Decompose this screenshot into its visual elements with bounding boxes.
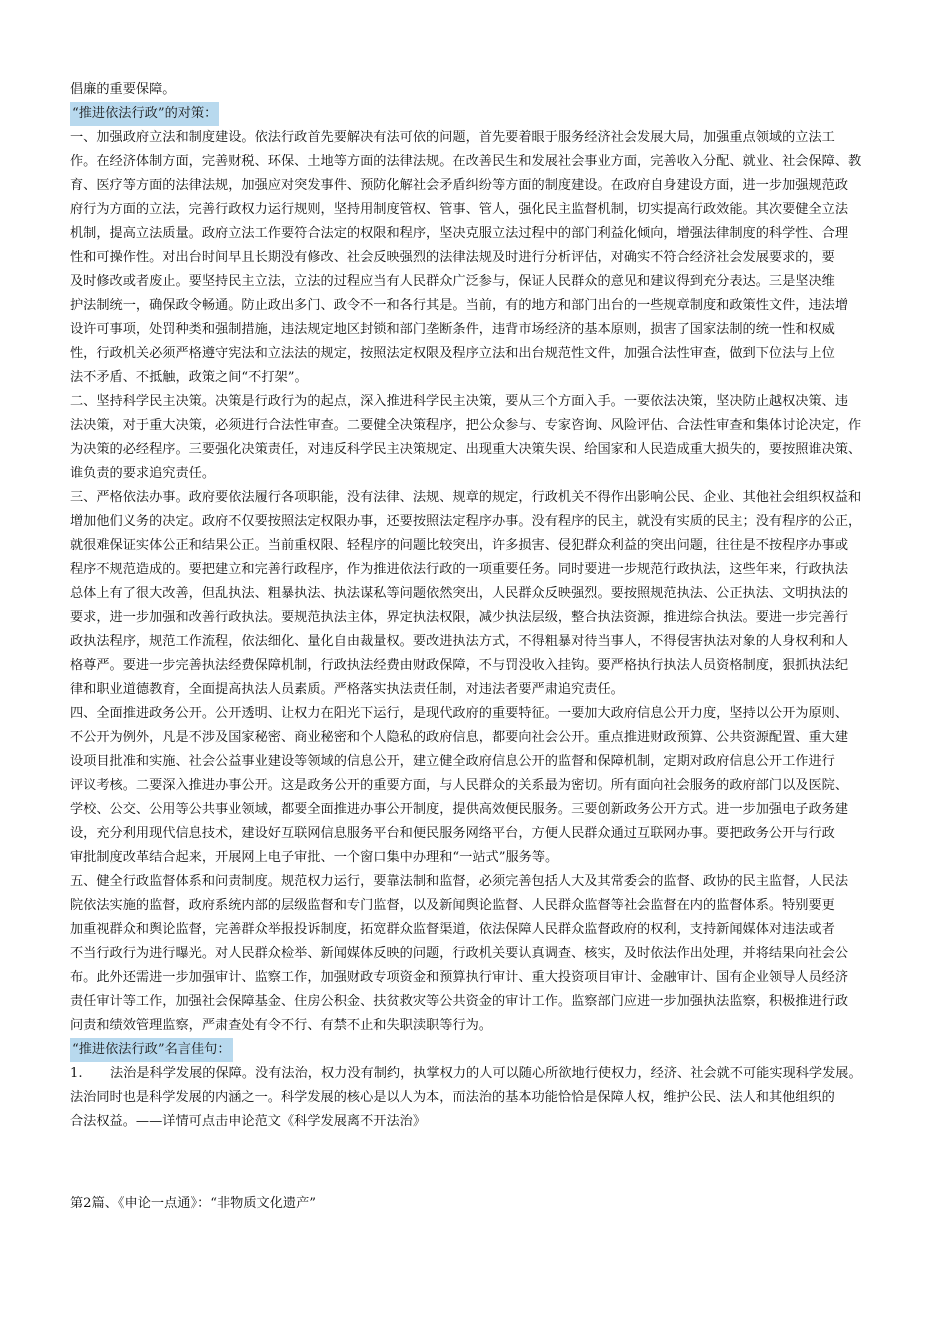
paragraph-line: 增加他们义务的决定。政府不仅要按照法定权限办事，还要按照法定程序办事。没有程序的民主，就没有实质的民主；没有程序的公正， (70, 514, 862, 529)
paragraph-line: 一、加强政府立法和制度建设。依法行政首先要解决有法可依的问题，首先要着眼于服务经济社会发展大局，加强重点领域的立法工 (70, 130, 835, 145)
paragraph-line: 学校、公交、公用等公共事业领域，都要全面推进办事公开制度，提供高效便民服务。三要创新政务公开方式。进一步加强电子政务建 (70, 802, 849, 817)
quote-line: 合法权益。——详情可点击申论范文《科学发展离不开法治》 (70, 1114, 427, 1129)
countermeasures-heading-line (70, 102, 896, 126)
paragraph-line: 政执法程序，规范工作流程，依法细化、量化自由裁量权。要改进执法方式，不得粗暴对待当事人，不得侵害执法对象的人身权利和人 (70, 634, 849, 649)
countermeasures-heading: “推进依法行政”的对策： (70, 102, 219, 126)
quotes-heading: “推进依法行政”名言佳句： (70, 1038, 233, 1062)
quote-number: 1. (70, 1066, 83, 1081)
paragraph-line: 问责和绩效管理监察，严肃查处有令不行、有禁不止和失职渎职等行为。 (70, 1018, 492, 1033)
paragraph-line: 审批制度改革结合起来，开展网上电子审批、一个窗口集中办理和“一站式”服务等。 (70, 850, 559, 865)
paragraph-line: 府行为方面的立法，完善行政权力运行规则，坚持用制度管权、管事、管人，强化民主监督机制，切实提高行政效能。其次要健全立法 (70, 202, 849, 217)
paragraph-line: 责任审计等工作，加强社会保障基金、住房公积金、扶贫救灾等公共资金的审计工作。监察部门应进一步加强执法监察，积极推进行政 (70, 994, 849, 1009)
intro-line: 倡廉的重要保障。 (70, 82, 176, 97)
paragraph-line: 法决策，对于重大决策，必须进行合法性审查。二要健全决策程序，把公众参与、专家咨询、风险评估、合法性审查和集体讨论决定，作 (70, 418, 862, 433)
paragraph-line: 育、医疗等方面的法律法规，加强应对突发事件、预防化解社会矛盾纠纷等方面的制度建设。在政府自身建设方面，进一步加强规范政 (70, 178, 849, 193)
paragraph-line: 性和可操作性。对出台时间早且长期没有修改、社会反映强烈的法律法规及时进行分析评估，对确实不符合经济社会发展要求的，要 (70, 250, 835, 265)
paragraph-line: 作。在经济体制方面，完善财税、环保、土地等方面的法律法规。在改善民生和发展社会事业方面，完善收入分配、就业、社会保障、教 (70, 154, 862, 169)
document-page (70, 78, 896, 1216)
quote-line: 法治同时也是科学发展的内涵之一。科学发展的核心是以人为本，而法治的基本功能恰恰是保障人权，维护公民、法人和其他组织的 (70, 1090, 835, 1105)
section-3 (70, 486, 896, 702)
paragraph-line: 布。此外还需进一步加强审计、监察工作，加强财政专项资金和预算执行审计、重大投资项目审计、金融审计、国有企业领导人员经济 (70, 970, 849, 985)
spacer (70, 1134, 896, 1192)
paragraph-line: 评议考核。二要深入推进办事公开。这是政务公开的重要方面，与人民群众的关系最为密切。所有面向社会服务的政府部门以及医院、 (70, 778, 849, 793)
paragraph-line: 为决策的必经程序。三要强化决策责任，对违反科学民主决策规定、出现重大决策失误、给国家和人民造成重大损失的，要按照谁决策、 (70, 442, 862, 457)
paragraph-line: 法不矛盾、不抵触，政策之间“不打架”。 (70, 370, 308, 385)
quote-item (70, 1062, 896, 1134)
paragraph-line: 院依法实施的监督，政府系统内部的层级监督和专门监督，以及新闻舆论监督、人民群众监督等社会监督在内的监督体系。特别要更 (70, 898, 835, 913)
quote-text: 法治是科学发展的保障。没有法治，权力没有制约，执掌权力的人可以随心所欲地行使权力，经济、社会就不可能实现科学发展。 (110, 1066, 862, 1081)
paragraph-line: 格尊严。要进一步完善执法经费保障机制，行政执法经费由财政保障，不与罚没收入挂钩。要严格执行执法人员资格制度，狠抓执法纪 (70, 658, 849, 673)
section-5 (70, 870, 896, 1038)
paragraph-line: 谁负责的要求追究责任。 (70, 466, 216, 481)
paragraph-line: 四、全面推进政务公开。公开透明、让权力在阳光下运行，是现代政府的重要特征。一要加大政府信息公开力度，坚持以公开为原则、 (70, 706, 849, 721)
paragraph-line: 护法制统一，确保政令畅通。防止政出多门、政令不一和各行其是。当前，有的地方和部门出台的一些规章制度和政策性文件，违法增 (70, 298, 849, 313)
paragraph-line: 不当行政行为进行曝光。对人民群众检举、新闻媒体反映的问题，行政机关要认真调查、核实，及时依法作出处理，并将结果向社会公 (70, 946, 849, 961)
section-4 (70, 702, 896, 870)
paragraph-line: 律和职业道德教育，全面提高执法人员素质。严格落实执法责任制，对违法者要严肃追究责任。 (70, 682, 624, 697)
paragraph-line: 加重视群众和舆论监督，完善群众举报投诉制度，拓宽群众监督渠道，依法保障人民群众监督政府的权利，支持新闻媒体对违法或者 (70, 922, 835, 937)
paragraph-line: 机制，提高立法质量。政府立法工作要符合法定的权限和程序，坚决克服立法过程中的部门利益化倾向，增强法律制度的科学性、合理 (70, 226, 849, 241)
paragraph-line: 就很难保证实体公正和结果公正。当前重权限、轻程序的问题比较突出，许多损害、侵犯群众利益的突出问题，往往是不按程序办事或 (70, 538, 849, 553)
paragraph-line: 五、健全行政监督体系和问责制度。规范权力运行，要靠法制和监督，必须完善包括人大及其常委会的监督、政协的民主监督，人民法 (70, 874, 849, 889)
paragraph-line: 总体上有了很大改善，但乱执法、粗暴执法、执法谋私等问题依然突出，人民群众反映强烈。要按照规范执法、公正执法、文明执法的 (70, 586, 849, 601)
paragraph-line: 及时修改或者废止。要坚持民主立法，立法的过程应当有人民群众广泛参与，保证人民群众的意见和建议得到充分表达。三是坚决维 (70, 274, 835, 289)
paragraph-line: 设许可事项，处罚种类和强制措施，违法规定地区封锁和部门垄断条件，违背市场经济的基本原则，损害了国家法制的统一性和权威 (70, 322, 835, 337)
next-article-title: 第2篇、《申论一点通》：“非物质文化遗产” (70, 1196, 317, 1211)
paragraph-line: 不公开为例外，凡是不涉及国家秘密、商业秘密和个人隐私的政府信息，都要向社会公开。重点推进财政预算、公共资源配置、重大建 (70, 730, 849, 745)
quote-first-line (70, 1062, 896, 1086)
paragraph-line: 二、坚持科学民主决策。决策是行政行为的起点，深入推进科学民主决策，要从三个方面入手。一要依法决策，坚决防止越权决策、违 (70, 394, 849, 409)
paragraph-line: 三、严格依法办事。政府要依法履行各项职能，没有法律、法规、规章的规定，行政机关不得作出影响公民、企业、其他社会组织权益和 (70, 490, 862, 505)
paragraph-line: 程序不规范造成的。要把建立和完善行政程序，作为推进依法行政的一项重要任务。同时要进一步规范行政执法，这些年来，行政执法 (70, 562, 849, 577)
paragraph-line: 性，行政机关必须严格遵守宪法和立法法的规定，按照法定权限及程序立法和出台规范性文件，加强合法性审查，做到下位法与上位 (70, 346, 835, 361)
paragraph-line: 要求，进一步加强和改善行政执法。要规范执法主体，界定执法权限，减少执法层级，整合执法资源，推进综合执法。要进一步完善行 (70, 610, 849, 625)
section-1 (70, 126, 896, 390)
section-2 (70, 390, 896, 486)
paragraph-line: 设项目批准和实施、社会公益事业建设等领域的信息公开，建立健全政府信息公开的监督和保障机制，定期对政府信息公开工作进行 (70, 754, 835, 769)
quotes-heading-line (70, 1038, 896, 1062)
paragraph-line: 设，充分利用现代信息技术，建设好互联网信息服务平台和便民服务网络平台，方便人民群众通过互联网办事。要把政务公开与行政 (70, 826, 835, 841)
